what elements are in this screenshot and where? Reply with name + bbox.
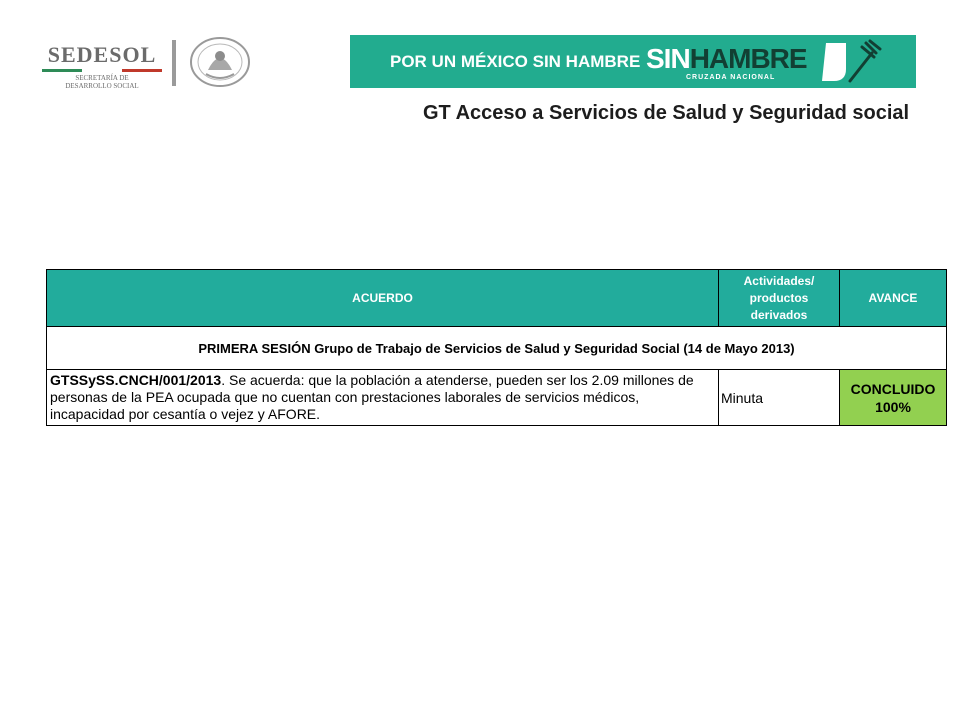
acuerdo-code: GTSSySS.CNCH/001/2013 <box>50 372 222 388</box>
acuerdo-text: . Se acuerda: que la población a atenderse, pueden ser los 2.09 millones de personas de la PEA ocupada que no cuentan con prestaciones laborales de servicios médicos, incapacidad por cesantía o vejez y AFORE. <box>50 372 694 422</box>
sedesol-logo-subtitle: SECRETARÍA DE DESARROLLO SOCIAL <box>65 74 139 90</box>
header-avance: AVANCE <box>840 270 947 327</box>
session-row <box>47 327 947 370</box>
sedesol-logo <box>42 42 162 90</box>
national-seal-icon <box>188 36 252 88</box>
acuerdos-table <box>46 269 947 426</box>
header-actividades: Actividades/ productos derivados <box>719 270 840 327</box>
table-row <box>47 370 947 426</box>
avance-status: CONCLUIDO <box>850 381 936 397</box>
avance-percent: 100% <box>875 399 911 415</box>
avance-cell <box>840 370 947 426</box>
sin-hambre-banner <box>350 35 916 88</box>
fork-plate-icon <box>816 37 886 87</box>
banner-slogan: POR UN MÉXICO SIN HAMBRE <box>390 52 641 71</box>
sedesol-logo-word: SEDESOL <box>47 42 157 67</box>
header-acuerdo: ACUERDO <box>47 270 719 327</box>
logo-divider <box>172 40 176 86</box>
acuerdo-cell <box>47 370 719 426</box>
session-title: PRIMERA SESIÓN Grupo de Trabajo de Servicios de Salud y Seguridad Social (14 de Mayo 2013) <box>47 327 947 370</box>
banner-sin-hambre: SINHAMBRE <box>646 43 807 74</box>
table-header-row <box>47 270 947 327</box>
sedesol-logo-stripe <box>42 69 162 72</box>
banner-cruzada-nacional: CRUZADA NACIONAL <box>686 74 776 81</box>
page-title: GT Acceso a Servicios de Salud y Seguridad social <box>423 102 910 124</box>
producto-cell: Minuta <box>719 370 840 426</box>
